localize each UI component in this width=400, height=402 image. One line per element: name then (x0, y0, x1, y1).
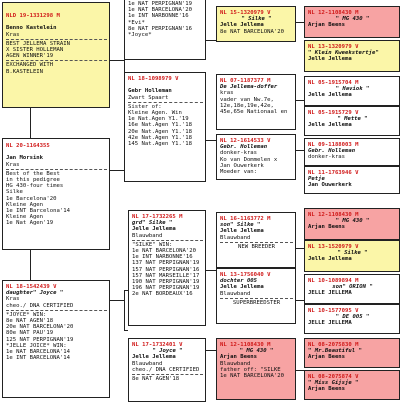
note-line: 190 NAT PERPIGNAN'19 (132, 279, 200, 286)
pedigree-card-gen4[interactable] (304, 208, 400, 240)
pedigree-card-sire-results[interactable] (124, 0, 206, 60)
pedigree-connector (110, 60, 124, 61)
owner-name: Arjan Beens (308, 224, 346, 231)
note-line: 1e NAT BARCELONA'20 (132, 248, 196, 255)
pigeon-name: Jan Morsink (6, 155, 44, 162)
divider (128, 102, 203, 103)
owner-name: kras (220, 90, 234, 97)
note-line: Jan Ouwerkerk (220, 162, 264, 169)
pigeon-name: " Mr.Beautiful " (308, 348, 362, 355)
ring-number: NL 10-1577095 V (308, 308, 359, 314)
owner-name: donker-kras (308, 154, 346, 161)
owner-name: Jelle Jellema (308, 122, 352, 129)
result-line: *Joyce* (128, 32, 152, 39)
pedigree-card-gen3[interactable] (216, 74, 296, 130)
pedigree-connector (296, 300, 304, 301)
owner-name: Jelle Jellema (220, 22, 264, 29)
note-line: 125 NAT PERPIGNAN'19 (6, 336, 74, 343)
owner-name: Kras (6, 31, 20, 38)
note-line: 45e,65e Nationaal en (220, 109, 288, 116)
owner-name: Jan Ouwerkerk (308, 182, 352, 189)
note-line: 2e NAT BORDEAUX'16 (132, 291, 193, 298)
owner-name: Jelle Jellema (220, 228, 264, 235)
pedigree-connector (206, 40, 216, 41)
ring-number: NL 15-1320979 V (220, 10, 271, 16)
ring-number: NL 08-2075830 M (308, 342, 359, 348)
owner-name: Arjan Beens (308, 386, 346, 393)
note-line: HG 430-four times (6, 183, 64, 190)
pedigree-card-gen4[interactable] (304, 76, 400, 106)
pigeon-name: Gebr. Holleman (220, 144, 268, 151)
owner-name: Jelle Jellema (132, 226, 176, 233)
pedigree-connector (206, 140, 216, 141)
result-line: *Evi* (128, 19, 145, 26)
note-line: 1e NAT BARCELONA'14 (6, 349, 70, 356)
ring-number: NL 18-1098979 V (128, 76, 179, 82)
ring-number: NL 12-1108430 M (308, 10, 359, 16)
owner-name: donker-kras (220, 150, 258, 157)
loft-name: Blauwband (220, 234, 251, 241)
pedigree-connector (110, 300, 124, 301)
note-line: 145 Nat.Agen Y1.'18 (128, 141, 192, 148)
pedigree-connector (30, 108, 31, 138)
pigeon-name: daughter" Joyce " (6, 290, 64, 297)
pedigree-connector (296, 370, 304, 371)
divider (6, 169, 107, 170)
note-line: 16e Nat.Agen Y1.'18 (128, 122, 192, 129)
note-line: 12e,18e,19e,42e, (220, 102, 274, 109)
note-line: 1e Nat Agen'19 (6, 220, 54, 227)
ring-number: NL 12-1108430 M (308, 212, 359, 218)
pigeon-name: dochter 005 (220, 278, 258, 285)
pedigree-card-dam[interactable] (2, 280, 110, 398)
note-line: 80e NAT PAU'19 (6, 330, 54, 337)
note-line: 1e Barcelona'20 (6, 195, 57, 202)
pedigree-connector (124, 330, 128, 331)
certificate-text: cheo./ DNA CERTIFIED (6, 302, 74, 309)
note-line: Silke (6, 189, 23, 196)
note-line: 137 NAT PERPIGNAN'19 (132, 260, 200, 267)
owner-name: Arjan Beens (308, 22, 346, 29)
pedigree-card-gen4[interactable] (304, 304, 400, 334)
loft-name: Blauwband (132, 232, 163, 239)
pedigree-card-gen3[interactable] (216, 134, 296, 180)
ring-number: NL 13-1320979 V (308, 44, 359, 50)
owner-name: Jelle Jellema (132, 354, 176, 361)
ring-number: NL 18-1542439 V (6, 284, 57, 290)
pedigree-connector (206, 270, 216, 271)
note-line: NEW BREEDER (237, 243, 276, 250)
owner-name: Kras (6, 296, 20, 303)
pedigree-card-gen4[interactable] (304, 138, 400, 166)
owner-name: JELLE JELLEMA (308, 320, 352, 327)
pigeon-name: grd" Silke " (132, 220, 173, 227)
owner-name: Jelle Jellema (308, 256, 352, 263)
pedigree-card-gen4[interactable] (304, 370, 400, 400)
ring-number: NLD 19-1331298 M (6, 13, 60, 19)
note-line: Kleine Agen (6, 201, 44, 208)
note-line: 157 NAT PERPIGNAN'16 (132, 266, 200, 273)
pedigree-connector (124, 290, 125, 330)
note-line: 1e INT BARCELONA'14 (6, 355, 70, 362)
note-line: in this pedigree (6, 177, 60, 184)
divider (6, 310, 107, 311)
pigeon-name: " MG 430 " (335, 218, 370, 225)
owner-name: JELLE JELLEMA (308, 290, 352, 297)
ring-number: NL 13-1520979 V (308, 244, 359, 250)
ring-number: NL 17-1732401 V (132, 342, 183, 348)
pedigree-connector (296, 100, 304, 101)
note-line: father off: "SILKE (220, 366, 281, 373)
note-line: Blauwband (220, 360, 251, 367)
ring-number: NL 20-1164355 (6, 143, 50, 149)
divider (132, 374, 203, 375)
pedigree-card-gen4[interactable] (304, 338, 400, 368)
pedigree-card-gen4[interactable] (304, 6, 400, 38)
pigeon-name: " Silke " (241, 16, 272, 23)
note-line: 157 NAT MARSEILLE'17 (132, 272, 200, 279)
ring-number: NL 11-1763946 V (308, 170, 359, 176)
pedigree-card-gen2[interactable] (128, 338, 206, 402)
note-line: 42e Nat.Agen Y1.'18 (128, 134, 192, 141)
note-line: EXCHANGED WITH (6, 62, 54, 69)
note-line: Best of the Best (6, 170, 60, 177)
pedigree-connector (30, 250, 31, 280)
pigeon-name: " Mette " (337, 116, 368, 123)
pigeon-name: " MG 430 " (239, 348, 274, 355)
owner-name: Jelle Jellema (308, 56, 352, 63)
pigeon-name: son" ORION " (332, 284, 373, 291)
note-line: 1e INT Barcelona'14 (6, 208, 70, 215)
pedigree-connector (206, 350, 216, 351)
ring-number: NL 05-1915729 V (308, 110, 359, 116)
note-line: 8e NAT BARCELONA'20 (220, 28, 284, 35)
note-line: 1e NAT BARCELONA'20 (220, 373, 284, 380)
note-line: SUPERBREEDSTER (232, 299, 281, 306)
owner-name: Kras (6, 161, 20, 168)
note-line: *JELLE JOICE* WIN: (6, 342, 67, 349)
note-line: Sister of: (128, 103, 162, 110)
note-line: 20e NAT BARCELONA'20 (6, 324, 74, 331)
owner-name: Arjan Beens (220, 354, 258, 361)
note-line: Kleine Agen (6, 214, 44, 221)
pigeon-name: son" Silke " (220, 222, 261, 229)
pedigree-connector (296, 248, 304, 249)
ring-number: NL 07-1187377 M (220, 78, 271, 84)
ring-number: NL 16-1163772 M (220, 216, 271, 222)
loft-name: Blauwband (220, 290, 251, 297)
note-line: 20e Nat.Agen Y1.'18 (128, 128, 192, 135)
pedigree-card-gen4[interactable] (304, 274, 400, 304)
note-line: 196 NAT PERPIGNAN'19 (132, 285, 200, 292)
pedigree-card-gen3[interactable] (216, 212, 296, 268)
divider (6, 60, 107, 61)
pigeon-name: " Klein Kweekstertje" (308, 50, 379, 57)
note-line: BEST JELLEMA STRAIN (6, 40, 70, 47)
pigeon-name: Gebr. Holleman (308, 148, 356, 155)
pedigree-connector (296, 22, 304, 23)
note-line: 1e INT NARBONNE'16 (132, 254, 193, 261)
divider (132, 240, 203, 241)
pigeon-name: Petje (308, 176, 325, 183)
owner-name: Jelle Jellema (308, 92, 352, 99)
note-line: Moeder van: (220, 169, 258, 176)
ring-number: NL 08-2075874 V (308, 374, 359, 380)
pigeon-name: De Jellema-doffer (220, 84, 278, 91)
note-line: B.KASTELEIN (6, 68, 44, 75)
divider (220, 298, 293, 299)
loft-name: Blauwband (132, 360, 163, 367)
owner-name: Jelle Jellema (220, 284, 264, 291)
ring-number: NL 12-1614533 V (220, 138, 271, 144)
pedigree-card-gen2[interactable] (128, 210, 206, 326)
pedigree-card-sire[interactable] (2, 2, 110, 108)
note-line: 8e NAT AGEN'18 (132, 376, 180, 383)
result-line: 1e NAT PERPIGNAN'19 (128, 1, 192, 7)
result-line: 8e NAT PERPIGNAN'16 (128, 25, 192, 32)
pedigree-card-gen3[interactable] (216, 268, 296, 324)
ring-number: NL 10-1089894 M (308, 278, 359, 284)
owner-name: Arjan Beens (308, 354, 346, 361)
note-line: 1e Nat.Agen Y1.'19 (128, 116, 189, 123)
pedigree-card-gen4[interactable] (304, 166, 400, 194)
note-line: X SISTER HOLLEMAN (6, 47, 64, 54)
pigeon-name: " DE 005 " (335, 314, 370, 321)
ring-number: NL 17-1732265 M (132, 214, 183, 220)
pedigree-card-gen3[interactable] (216, 6, 296, 42)
certificate-text: cheo./ DNA CERTIFIED (132, 366, 200, 373)
divider (220, 242, 293, 243)
pigeon-name: Gebr Holleman (128, 88, 172, 95)
owner-name: Zwart Spaart (128, 94, 169, 101)
pedigree-card-gen3[interactable] (216, 338, 296, 400)
pedigree-card-root[interactable] (2, 138, 110, 250)
ring-number: NL 13-1756040 V (220, 272, 271, 278)
note-line: *JOYCE* WIN: (6, 311, 47, 318)
note-line: 8e NAT AGEN'18 (6, 318, 54, 325)
pedigree-card-gen4[interactable] (304, 106, 400, 136)
result-line: 1e INT NARBONNE'16 (128, 13, 189, 20)
pigeon-name: " Haviok " (335, 86, 370, 93)
note-line: Kleine Agen. Win (128, 110, 182, 117)
ring-number: NL 09-1188003 M (308, 142, 359, 148)
note-line: vader van Nw.7e, (220, 96, 274, 103)
ring-number: NL 12-1108430 M (220, 342, 271, 348)
result-line: 1e NAT BARCELONA'20 (128, 7, 192, 14)
pigeon-name: " Miss Gijsje " (308, 380, 359, 387)
note-line: Ko van Dommelen x (220, 156, 278, 163)
pigeon-name: " MG 430 " (335, 16, 370, 23)
pedigree-connector (296, 150, 304, 151)
note-line: "SILKE" WIN: (132, 241, 173, 248)
divider (6, 39, 107, 40)
pigeon-name: " Silke " (337, 250, 368, 257)
pigeon-name: Benno Kastelein (6, 25, 57, 32)
pedigree-card-gen4[interactable] (304, 40, 400, 72)
ring-number: NL 05-1915704 M (308, 80, 359, 86)
pedigree-card-gen2[interactable] (124, 72, 206, 182)
pedigree-card-gen4[interactable] (304, 240, 400, 272)
pigeon-name: " Joyce " (152, 348, 183, 355)
note-line: AGEN WINNER'19 (6, 53, 54, 60)
